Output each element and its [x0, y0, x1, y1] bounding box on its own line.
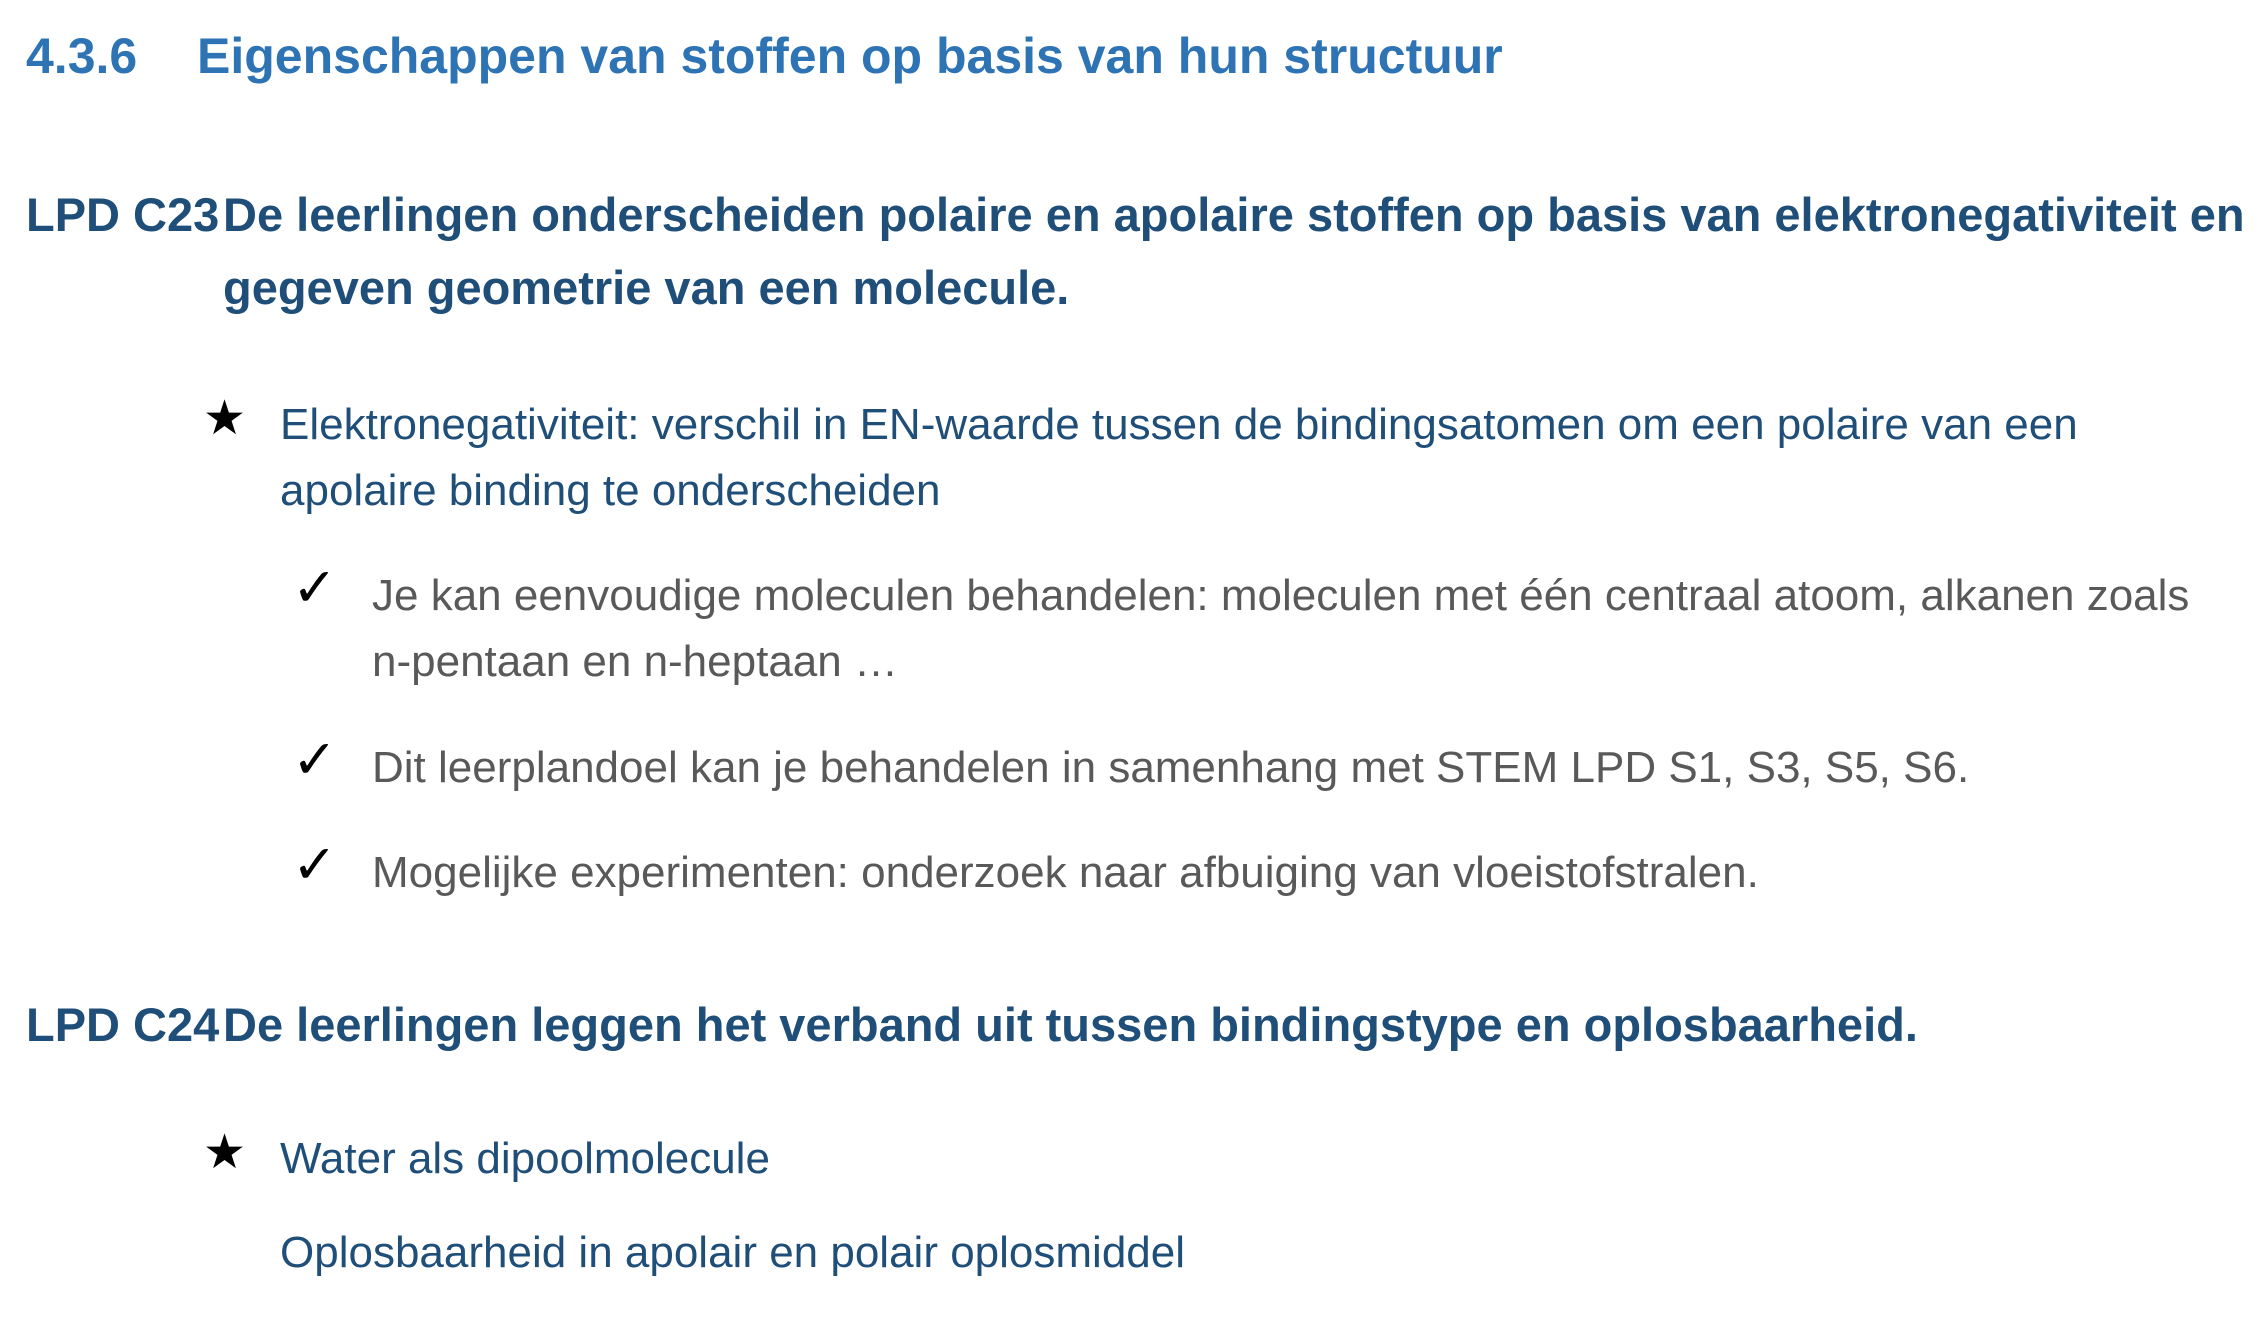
star-bullet-icon: ★ [203, 392, 247, 445]
list-item [292, 556, 2212, 695]
list-item-text: Elektronegativiteit: verschil in EN-waarde tussen de bindingsatomen om een polaire van een apolaire binding te onderscheiden [280, 400, 2078, 515]
section-title: Eigenschappen van stoffen op basis van hun structuur [197, 28, 1503, 84]
lpd-code: LPD C24 [26, 998, 220, 1051]
list-item-text: Mogelijke experimenten: onderzoek naar afbuiging van vloeistofstralen. [372, 848, 1759, 897]
list-item-text: Water als dipoolmolecule [280, 1134, 770, 1183]
lpd-goal-text: De leerlingen onderscheiden polaire en apolaire stoffen op basis van elektronegativiteit en gegeven geometrie van een molecule. [223, 188, 2245, 314]
lpd-c23-goal [26, 178, 2251, 324]
checkmark-icon: ✓ [292, 728, 338, 791]
lpd-code: LPD C23 [26, 188, 220, 241]
section-heading [26, 22, 1503, 90]
lpd-c24-goal [26, 988, 2251, 1061]
list-item-text: Dit leerplandoel kan je behandelen in samenhang met STEM LPD S1, S3, S5, S6. [372, 743, 1970, 792]
list-item-continuation [280, 1220, 1185, 1286]
list-item [292, 833, 2212, 906]
checkmark-icon: ✓ [292, 556, 338, 619]
section-number: 4.3.6 [26, 28, 138, 84]
list-item [203, 1126, 2210, 1192]
list-item [203, 392, 2210, 524]
star-bullet-icon: ★ [203, 1126, 247, 1179]
list-item-text: Je kan eenvoudige moleculen behandelen: moleculen met één centraal atoom, alkanen zoals n-pentaan en n-heptaan … [372, 571, 2190, 686]
list-item-text: Oplosbaarheid in apolair en polair oplosmiddel [280, 1228, 1186, 1277]
checkmark-icon: ✓ [292, 833, 338, 896]
list-item [292, 728, 2212, 801]
lpd-goal-text: De leerlingen leggen het verband uit tussen bindingstype en oplosbaarheid. [223, 998, 1918, 1051]
